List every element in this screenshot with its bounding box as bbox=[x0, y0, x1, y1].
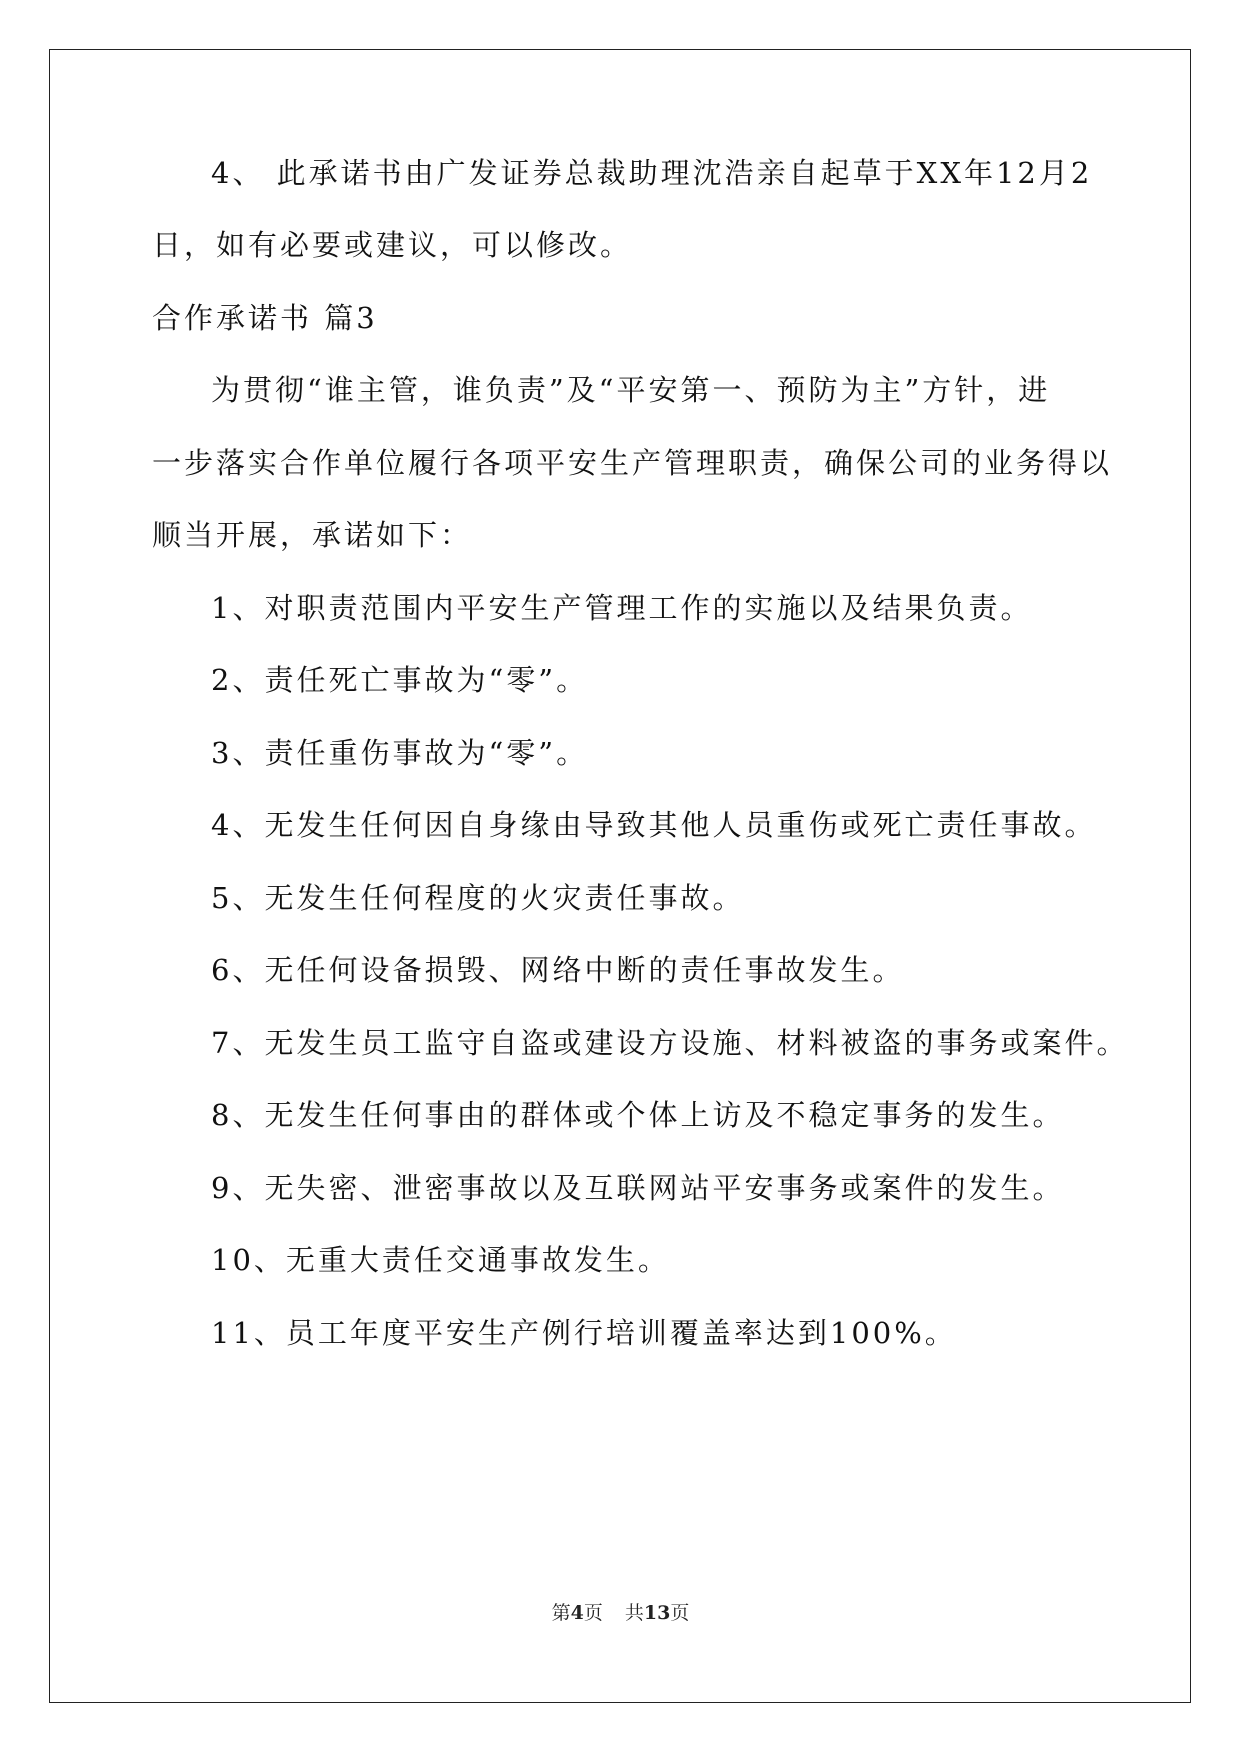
pledge-item: 7、无发生员工监守自盗或建设方设施、材料被盗的事务或案件。 bbox=[211, 1026, 1129, 1060]
footer-total-pages: 13 bbox=[643, 1602, 671, 1624]
pledge-item: 6、无任何设备损毁、网络中断的责任事故发生。 bbox=[211, 953, 905, 987]
item-4-line-1: 4、 此承诺书由广发证券总裁助理沈浩亲自起草于XX年12月2 bbox=[211, 156, 1093, 190]
pledge-item: 3、责任重伤事故为“零”。 bbox=[211, 736, 589, 770]
footer-total-suffix: 页 bbox=[670, 1602, 690, 1624]
footer-page-prefix: 第 bbox=[551, 1602, 571, 1624]
footer-total-prefix: 共 bbox=[624, 1602, 644, 1624]
pledge-item: 8、无发生任何事由的群体或个体上访及不稳定事务的发生。 bbox=[211, 1098, 1065, 1132]
pledge-item: 10、无重大责任交通事故发生。 bbox=[211, 1243, 670, 1277]
intro-line-3: 顺当开展，承诺如下： bbox=[152, 518, 473, 552]
intro-line-2: 一步落实合作单位履行各项平安生产管理职责，确保公司的业务得以 bbox=[152, 446, 1113, 480]
pledge-item: 4、无发生任何因自身缘由导致其他人员重伤或死亡责任事故。 bbox=[211, 808, 1097, 842]
page-footer bbox=[0, 1600, 1241, 1626]
section-heading: 合作承诺书 篇3 bbox=[152, 301, 378, 335]
pledge-item: 9、无失密、泄密事故以及互联网站平安事务或案件的发生。 bbox=[211, 1171, 1065, 1205]
item-4-line-2: 日，如有必要或建议，可以修改。 bbox=[152, 228, 633, 262]
pledge-item: 2、责任死亡事故为“零”。 bbox=[211, 663, 589, 697]
pledge-item: 1、对职责范围内平安生产管理工作的实施以及结果负责。 bbox=[211, 591, 1033, 625]
pledge-item: 11、员工年度平安生产例行培训覆盖率达到100%。 bbox=[211, 1316, 957, 1350]
footer-page-suffix: 页 bbox=[583, 1602, 603, 1624]
footer-page-number: 4 bbox=[570, 1602, 584, 1624]
pledge-item: 5、无发生任何程度的火灾责任事故。 bbox=[211, 881, 745, 915]
intro-line-1: 为贯彻“谁主管，谁负责”及“平安第一、预防为主”方针，进 bbox=[211, 373, 1051, 407]
